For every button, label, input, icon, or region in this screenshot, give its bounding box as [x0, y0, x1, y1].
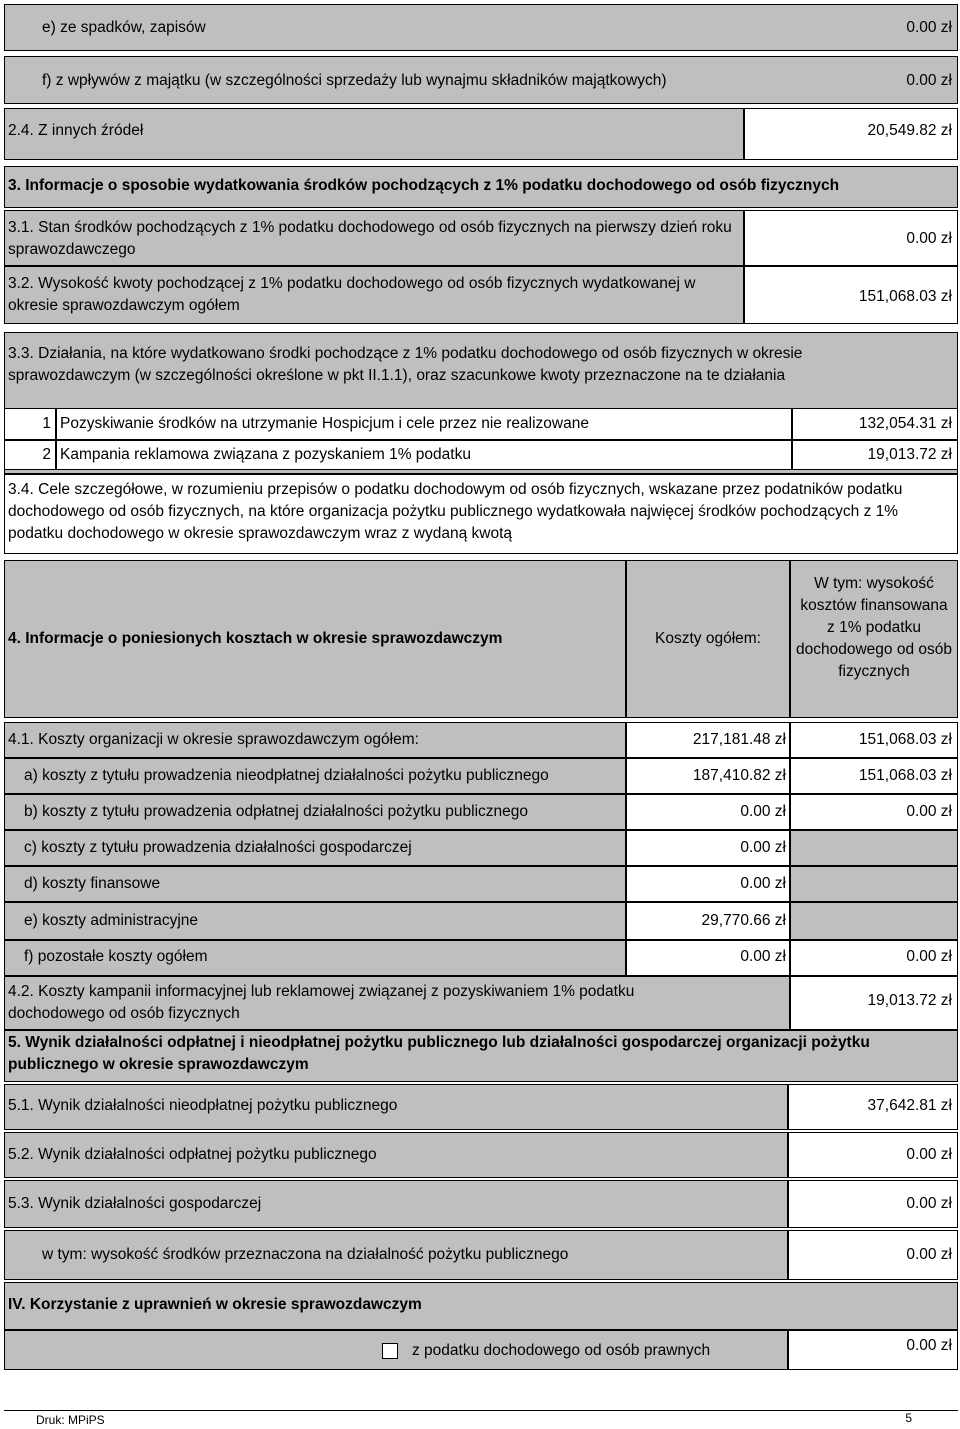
cit-checkbox-label: z podatku dochodowego od osób prawnych: [412, 1342, 711, 1359]
costs-41-total: 217,181.48 zł: [692, 731, 786, 748]
costs-b-label: b) koszty z tytułu prowadzenia odpłatnej działalności pożytku publicznego: [24, 803, 529, 820]
costs-e-total: 29,770.66 zł: [701, 912, 786, 929]
income-f-label: f) z wpływów z majątku (w szczególności sprzedaży lub wynajmu składników majątkowych): [42, 72, 667, 89]
costs-d-label: d) koszty finansowe: [24, 875, 161, 892]
s52-label: 5.2. Wynik działalności odpłatnej pożytku publicznego: [8, 1146, 377, 1163]
s31-label: 3.1. Stan środków pochodzących z 1% podatku dochodowego od osób fizycznych na pierwszy dzień roku sprawozdawczego: [8, 219, 732, 258]
page-number: 5: [905, 1411, 912, 1425]
s52-value: 0.00 zł: [906, 1146, 952, 1163]
costs-d-total: 0.00 zł: [740, 875, 786, 892]
cit-value: 0.00 zł: [906, 1337, 952, 1354]
s34-label: 3.4. Cele szczegółowe, w rozumieniu przepisów o podatku dochodowym od osób fizycznych, wskazane przez podatników podatku dochodowego od osób fizycznych, na które organizacja pożytku publicznego wydatkowała najwięcej środków pochodzących z 1% podatku dochodowego w okresie sprawozdawczym wraz z wydaną kwotą: [8, 481, 903, 542]
costs-c-total: 0.00 zł: [740, 839, 786, 856]
income-other-value: 20,549.82 zł: [867, 122, 952, 139]
costs-a-total: 187,410.82 zł: [692, 767, 786, 784]
s33-label: 3.3. Działania, na które wydatkowano środki pochodzące z 1% podatku dochodowego od osób fizycznych w okresie sprawozdawczym (w szczególności określone w pkt II.1.1), oraz szacunkowe kwoty przeznaczone na te działania: [8, 345, 803, 384]
activity-2-name: Kampania reklamowa związana z pozyskaniem 1% podatku: [60, 446, 471, 463]
sectionIV-title: IV. Korzystanie z uprawnień w okresie sprawozdawczym: [8, 1296, 422, 1313]
income-f-value: 0.00 zł: [906, 72, 952, 89]
s51-label: 5.1. Wynik działalności nieodpłatnej pożytku publicznego: [8, 1097, 398, 1114]
costs-a-pct: 151,068.03 zł: [858, 767, 952, 784]
s53-label: 5.3. Wynik działalności gospodarczej: [8, 1195, 262, 1212]
costs-e-label: e) koszty administracyjne: [24, 912, 199, 929]
cit-checkbox[interactable]: [382, 1343, 398, 1359]
activity-1-name: Pozyskiwanie środków na utrzymanie Hospicjum i cele przez nie realizowane: [60, 415, 589, 432]
costs-b-pct: 0.00 zł: [906, 803, 952, 820]
s54-label: w tym: wysokość środków przeznaczona na działalność pożytku publicznego: [42, 1246, 569, 1263]
activity-2-amount: 19,013.72 zł: [867, 446, 952, 463]
s31-value: 0.00 zł: [906, 230, 952, 247]
s32-label: 3.2. Wysokość kwoty pochodzącej z 1% podatku dochodowego od osób fizycznych wydatkowanej w okresie sprawozdawczym ogółem: [8, 275, 696, 314]
activity-1-no: 1: [42, 415, 51, 432]
s54-value: 0.00 zł: [906, 1246, 952, 1263]
costs-e-pct-cell: [790, 902, 958, 940]
activity-1-amount: 132,054.31 zł: [858, 415, 952, 432]
footer-print: Druk: MPiPS: [36, 1413, 105, 1427]
s53-value: 0.00 zł: [906, 1195, 952, 1212]
costs-a-label: a) koszty z tytułu prowadzenia nieodpłatnej działalności pożytku publicznego: [24, 767, 549, 784]
activity-2-no: 2: [42, 446, 51, 463]
income-other-label: 2.4. Z innych źródeł: [8, 122, 144, 139]
costs-42-label: 4.2. Koszty kampanii informacyjnej lub reklamowej związanej z pozyskiwaniem 1% podatku dochodowego od osób fizycznych: [8, 983, 635, 1022]
costs-f-total: 0.00 zł: [740, 948, 786, 965]
costs-41-label: 4.1. Koszty organizacji w okresie sprawozdawczym ogółem:: [8, 731, 419, 748]
costs-c-label: c) koszty z tytułu prowadzenia działalności gospodarczej: [24, 839, 412, 856]
footer-rule: [4, 1410, 958, 1411]
section4-col-1pct: W tym: wysokość kosztów finansowana z 1% podatku dochodowego od osób fizycznych: [796, 575, 952, 680]
costs-d-pct-cell: [790, 866, 958, 902]
s32-value: 151,068.03 zł: [858, 288, 952, 305]
costs-41-pct: 151,068.03 zł: [858, 731, 952, 748]
income-e-label: e) ze spadków, zapisów: [42, 19, 206, 36]
section3-title: 3. Informacje o sposobie wydatkowania środków pochodzących z 1% podatku dochodowego od osób fizycznych: [8, 177, 840, 194]
costs-42-value: 19,013.72 zł: [867, 992, 952, 1009]
income-e-value: 0.00 zł: [906, 19, 952, 36]
costs-f-pct: 0.00 zł: [906, 948, 952, 965]
section4-title: 4. Informacje o poniesionych kosztach w okresie sprawozdawczym: [8, 630, 503, 647]
costs-f-label: f) pozostałe koszty ogółem: [24, 948, 208, 965]
section5-title: 5. Wynik działalności odpłatnej i nieodpłatnej pożytku publicznego lub działalności gospodarczej organizacji pożytku publicznego w okresie sprawozdawczym: [8, 1034, 870, 1073]
costs-c-pct-cell: [790, 830, 958, 866]
costs-b-total: 0.00 zł: [740, 803, 786, 820]
section4-col-total: Koszty ogółem:: [655, 630, 761, 647]
s51-value: 37,642.81 zł: [867, 1097, 952, 1114]
